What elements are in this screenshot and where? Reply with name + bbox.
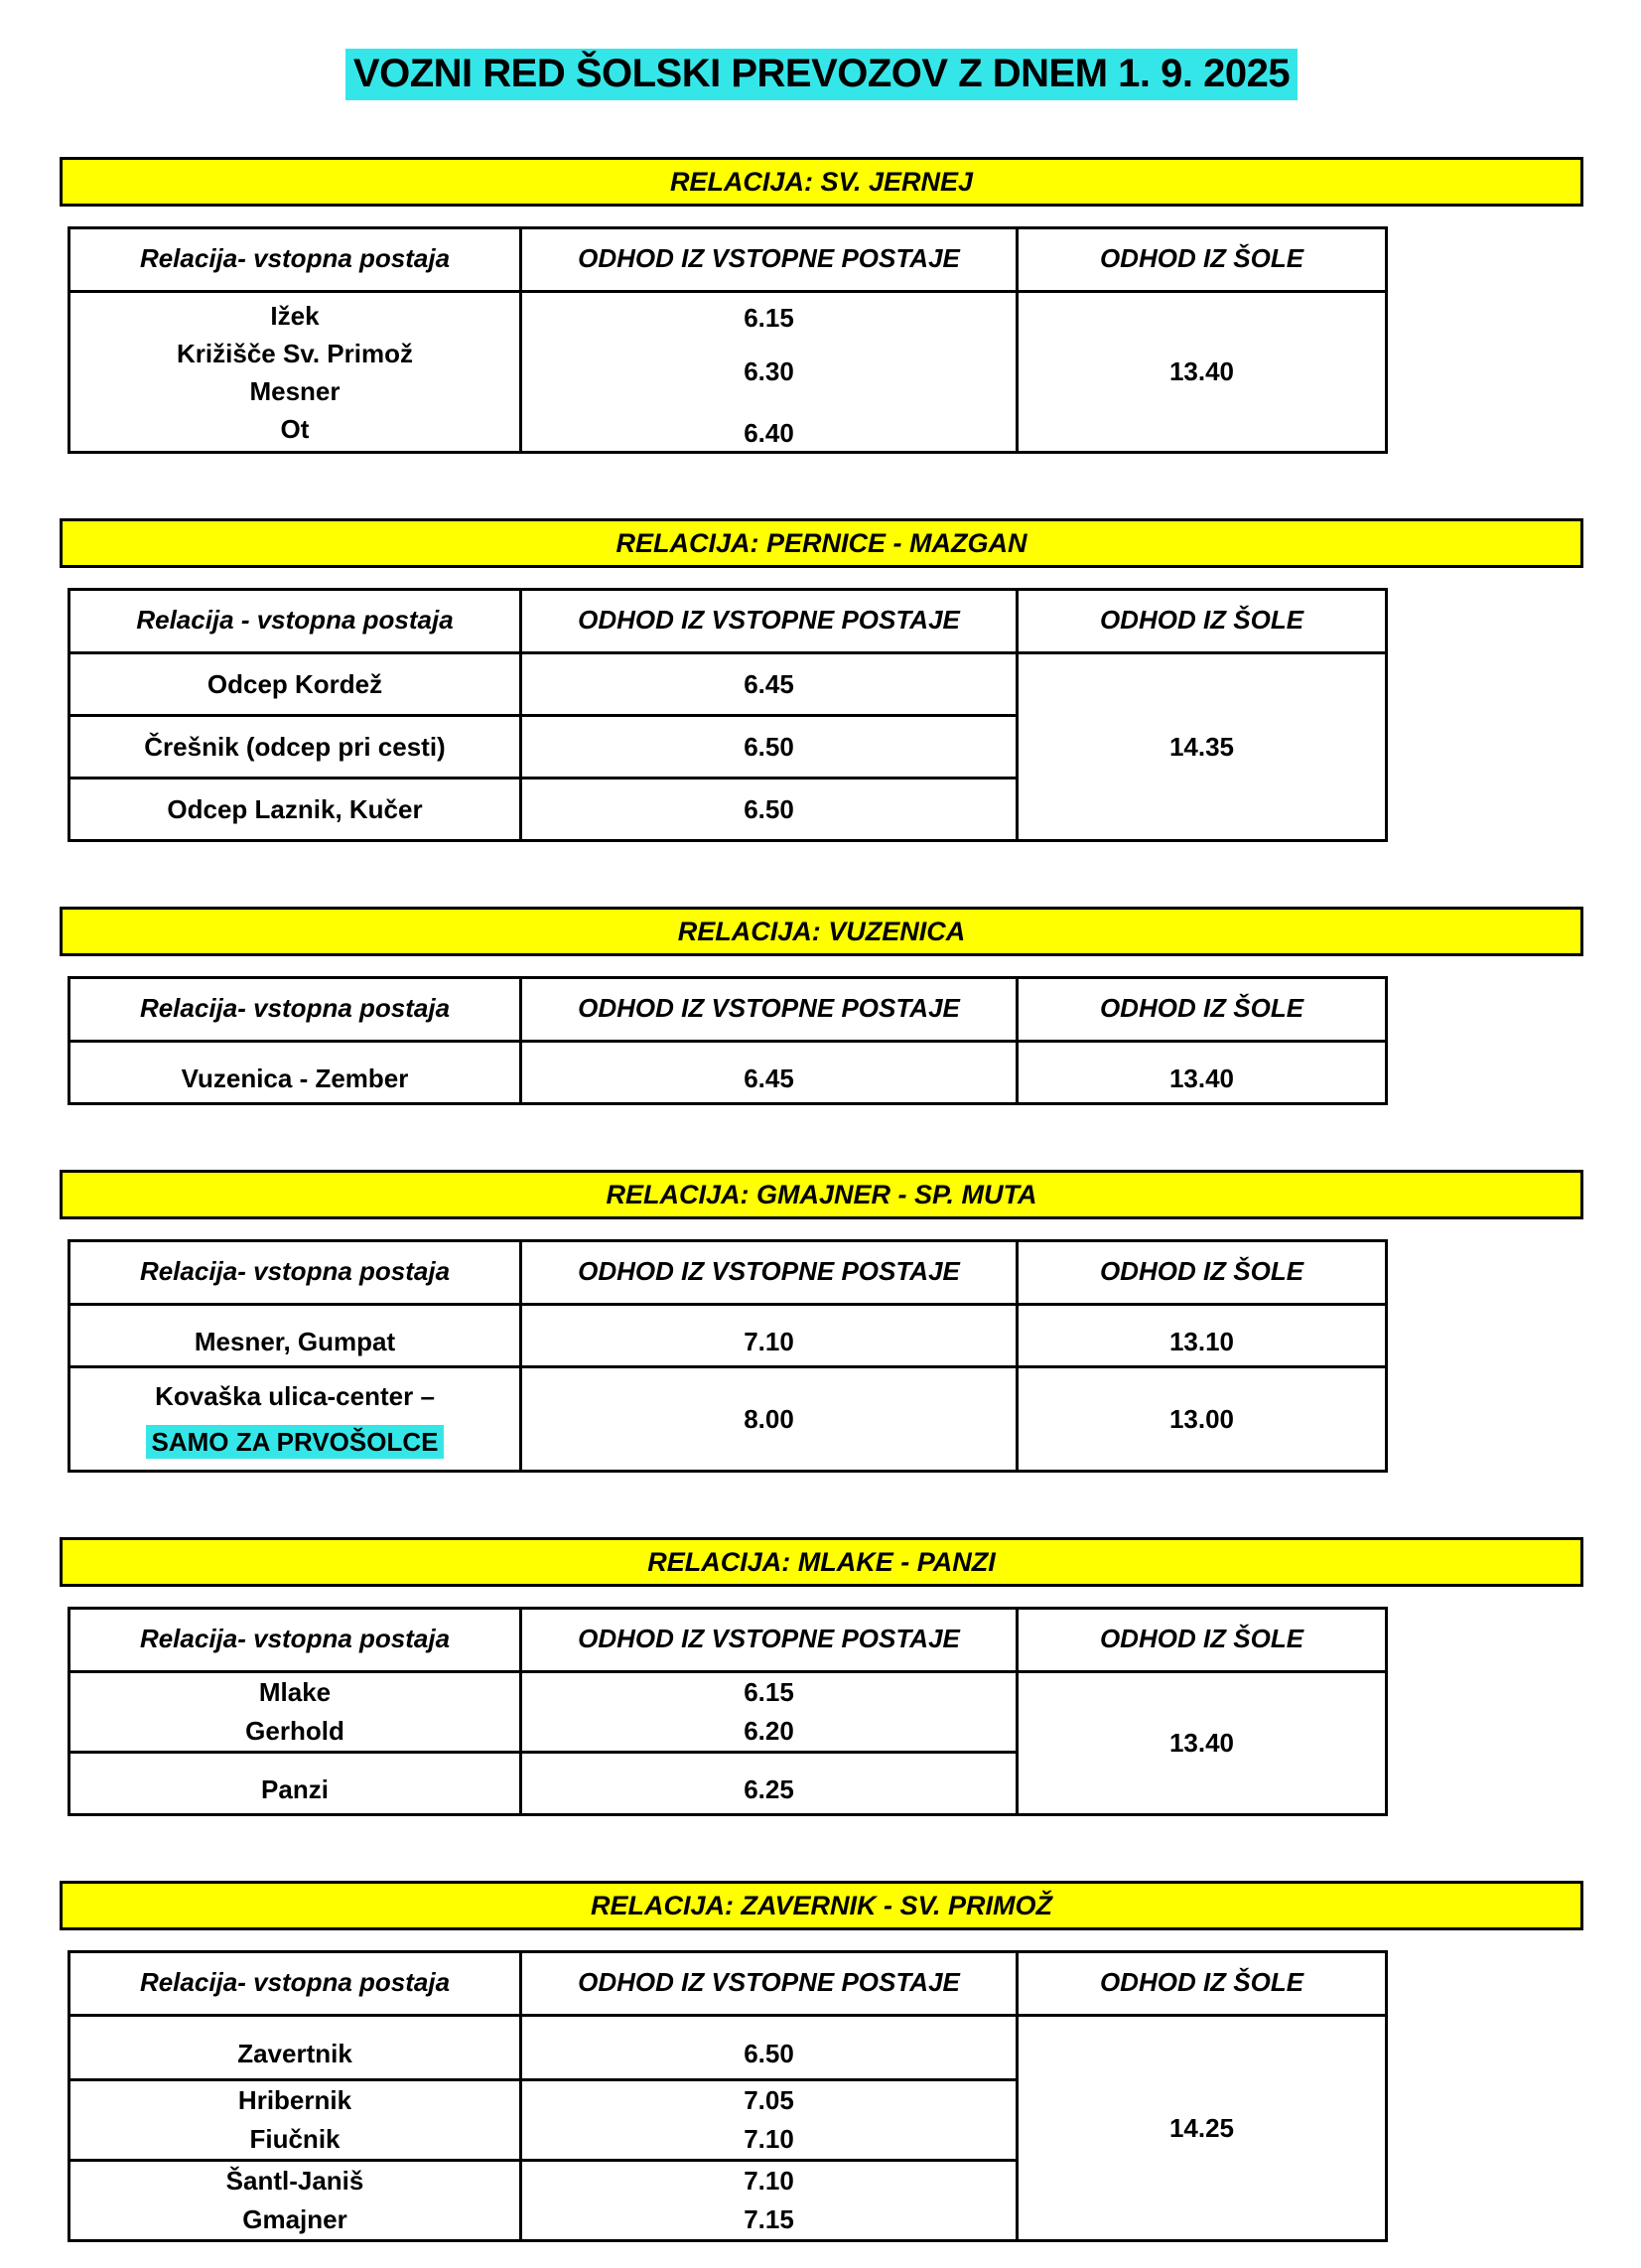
departure-time-cell: 7.10	[521, 1305, 1018, 1367]
time-line: 6.30	[744, 355, 794, 386]
relation-section-sv-jernej	[60, 157, 1583, 454]
col-header-departure: ODHOD IZ VSTOPNE POSTAJE	[521, 1241, 1018, 1305]
station-line: Gerhold	[245, 1716, 344, 1746]
relation-banner: RELACIJA: ZAVERNIK - SV. PRIMOŽ	[60, 1881, 1583, 1930]
col-header-departure: ODHOD IZ VSTOPNE POSTAJE	[521, 590, 1018, 653]
timetable	[68, 1607, 1388, 1816]
relation-banner: RELACIJA: GMAJNER - SP. MUTA	[60, 1170, 1583, 1219]
header-row	[69, 228, 1387, 292]
departure-time-cell	[521, 2161, 1018, 2241]
relation-banner: RELACIJA: VUZENICA	[60, 907, 1583, 956]
header-row	[69, 1609, 1387, 1672]
col-header-school: ODHOD IZ ŠOLE	[1018, 590, 1387, 653]
col-header-station: Relacija - vstopna postaja	[69, 590, 521, 653]
col-header-departure: ODHOD IZ VSTOPNE POSTAJE	[521, 1609, 1018, 1672]
header-row	[69, 1241, 1387, 1305]
station-cell	[69, 292, 521, 453]
station-line: Mesner	[249, 375, 341, 406]
timetable	[68, 1950, 1388, 2242]
col-header-station: Relacija- vstopna postaja	[69, 1952, 521, 2016]
station-cell: Odcep Kordež	[69, 653, 521, 716]
relation-banner: RELACIJA: MLAKE - PANZI	[60, 1537, 1583, 1587]
station-cell	[69, 1672, 521, 1753]
relation-banner: RELACIJA: SV. JERNEJ	[60, 157, 1583, 207]
departure-time-cell: 8.00	[521, 1367, 1018, 1472]
station-cell: Mesner, Gumpat	[69, 1305, 521, 1367]
table-row	[69, 2016, 1387, 2080]
station-line-highlighted	[70, 1422, 519, 1462]
col-header-departure: ODHOD IZ VSTOPNE POSTAJE	[521, 978, 1018, 1042]
header-row	[69, 978, 1387, 1042]
time-line: 7.05	[744, 2085, 794, 2115]
time-line: 6.20	[744, 1716, 794, 1746]
col-header-school: ODHOD IZ ŠOLE	[1018, 1609, 1387, 1672]
timetable	[68, 1239, 1388, 1473]
timetable	[68, 976, 1388, 1105]
table-row	[69, 1042, 1387, 1104]
header-row	[69, 1952, 1387, 2016]
departure-time-cell: 6.45	[521, 1042, 1018, 1104]
station-cell	[69, 2161, 521, 2241]
page-title	[60, 50, 1583, 97]
relation-section-gmajner-sp-muta	[60, 1170, 1583, 1473]
departure-time-cell: 6.45	[521, 653, 1018, 716]
col-header-school: ODHOD IZ ŠOLE	[1018, 1952, 1387, 2016]
station-cell: Panzi	[69, 1753, 521, 1815]
col-header-school: ODHOD IZ ŠOLE	[1018, 978, 1387, 1042]
col-header-departure: ODHOD IZ VSTOPNE POSTAJE	[521, 228, 1018, 292]
time-line: 6.40	[744, 417, 794, 448]
station-cell	[69, 2080, 521, 2161]
station-line: Ižek	[270, 300, 320, 331]
school-time-cell: 13.00	[1018, 1367, 1387, 1472]
page-title-highlight: VOZNI RED ŠOLSKI PREVOZOV Z DNEM 1. 9. 2025	[345, 49, 1298, 100]
time-line: 7.15	[744, 2204, 794, 2234]
header-row	[69, 590, 1387, 653]
table-row	[69, 653, 1387, 716]
table-row	[69, 1305, 1387, 1367]
departure-time-cell: 6.25	[521, 1753, 1018, 1815]
station-cell: Vuzenica - Zember	[69, 1042, 521, 1104]
station-cell: Črešnik (odcep pri cesti)	[69, 716, 521, 779]
col-header-departure: ODHOD IZ VSTOPNE POSTAJE	[521, 1952, 1018, 2016]
table-row	[69, 1672, 1387, 1753]
station-line: Šantl-Janiš	[225, 2166, 364, 2196]
time-line: 6.15	[744, 1677, 794, 1707]
departure-time-cell: 6.50	[521, 779, 1018, 841]
station-line: Mlake	[258, 1677, 332, 1707]
relation-section-vuzenica	[60, 907, 1583, 1105]
col-header-school: ODHOD IZ ŠOLE	[1018, 228, 1387, 292]
table-row	[69, 292, 1387, 453]
station-line: Ot	[280, 413, 310, 444]
timetable	[68, 226, 1388, 454]
school-time-cell: 13.10	[1018, 1305, 1387, 1367]
school-time-cell: 14.25	[1018, 2016, 1387, 2241]
relation-section-mlake-panzi	[60, 1537, 1583, 1816]
departure-time-cell: 6.50	[521, 716, 1018, 779]
school-time-cell: 13.40	[1018, 1672, 1387, 1815]
school-time-cell: 13.40	[1018, 1042, 1387, 1104]
col-header-station: Relacija- vstopna postaja	[69, 1609, 521, 1672]
school-time-cell: 13.40	[1018, 292, 1387, 453]
time-line: 7.10	[744, 2166, 794, 2196]
col-header-station: Relacija- vstopna postaja	[69, 1241, 521, 1305]
col-header-school: ODHOD IZ ŠOLE	[1018, 1241, 1387, 1305]
station-line: Gmajner	[242, 2204, 347, 2234]
station-cell	[69, 1367, 521, 1472]
time-line: 6.15	[744, 302, 794, 333]
relation-section-pernice-mazgan	[60, 518, 1583, 842]
station-line: Kovaška ulica-center –	[155, 1381, 435, 1411]
departure-time-cell	[521, 2080, 1018, 2161]
station-line: Hribernik	[237, 2085, 352, 2115]
col-header-station: Relacija- vstopna postaja	[69, 228, 521, 292]
departure-time-cell: 6.50	[521, 2016, 1018, 2080]
station-line: Križišče Sv. Primož	[177, 338, 413, 368]
departure-time-cell	[521, 1672, 1018, 1753]
station-line: Fiučnik	[249, 2124, 341, 2154]
station-cell: Odcep Laznik, Kučer	[69, 779, 521, 841]
table-row	[69, 1367, 1387, 1472]
station-cell: Zavertnik	[69, 2016, 521, 2080]
timetable	[68, 588, 1388, 842]
departure-time-cell	[521, 292, 1018, 453]
cyan-highlight: SAMO ZA PRVOŠOLCE	[146, 1425, 445, 1459]
relation-section-zavernik-sv-primoz	[60, 1881, 1583, 2242]
time-line: 7.10	[744, 2124, 794, 2154]
relation-banner: RELACIJA: PERNICE - MAZGAN	[60, 518, 1583, 568]
school-time-cell: 14.35	[1018, 653, 1387, 841]
col-header-station: Relacija- vstopna postaja	[69, 978, 521, 1042]
